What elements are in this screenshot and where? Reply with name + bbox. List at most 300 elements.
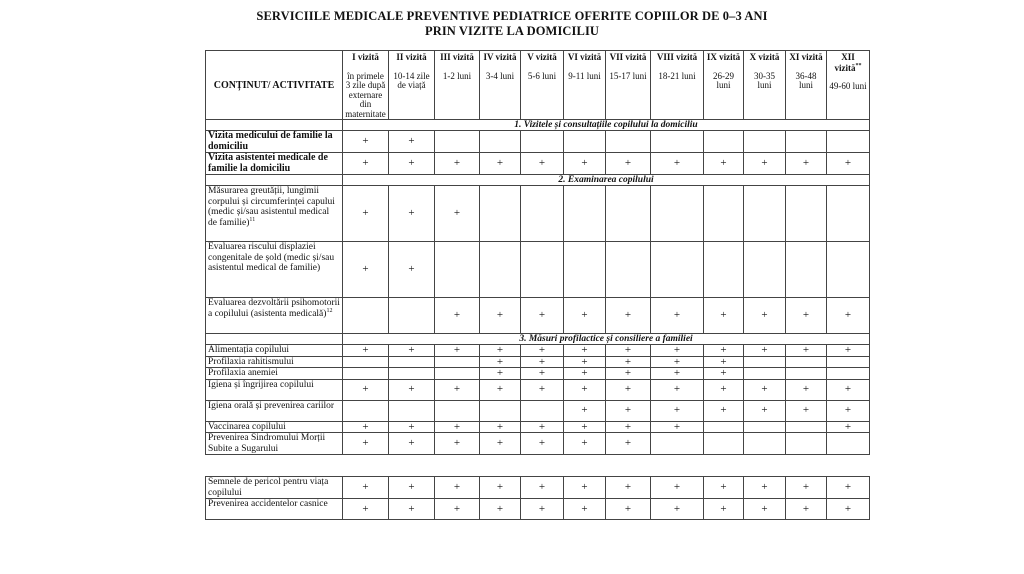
plus-mark-cell [564, 433, 606, 455]
table-row [206, 242, 870, 298]
plus-mark: + [761, 344, 768, 356]
empty-cell [651, 433, 704, 455]
visit-name-text: X vizită [749, 52, 780, 62]
empty-cell [389, 298, 435, 334]
plus-mark-cell [651, 477, 704, 499]
plus-mark: + [408, 263, 415, 276]
visit-name-text: XI vizită [789, 52, 823, 62]
plus-mark: + [581, 309, 588, 322]
plus-mark-cell [389, 153, 435, 175]
empty-cell [744, 368, 786, 380]
plus-mark: + [673, 344, 681, 356]
plus-mark: + [453, 437, 461, 450]
plus-mark: + [362, 437, 369, 450]
table-row [206, 368, 870, 380]
plus-mark: + [673, 367, 681, 379]
plus-mark-cell [827, 499, 870, 520]
plus-mark-cell [480, 433, 521, 455]
visit-name-text: II vizită [396, 52, 427, 62]
plus-mark-cell [827, 400, 870, 421]
plus-mark-cell [651, 499, 704, 520]
plus-mark: + [720, 356, 727, 368]
plus-mark: + [538, 437, 546, 450]
visit-age-range: 10-14 zile de viață [393, 70, 430, 90]
visit-name-text: III vizită [440, 52, 474, 62]
empty-cell [343, 356, 389, 368]
visit-name [706, 52, 741, 63]
header-row [206, 51, 870, 120]
plus-mark-cell [606, 400, 651, 421]
visit-name [653, 52, 701, 63]
plus-mark-cell [606, 499, 651, 520]
plus-mark-cell [744, 345, 786, 357]
plus-mark: + [538, 367, 546, 379]
plus-mark: + [761, 502, 768, 515]
activity-cell [206, 345, 343, 357]
plus-mark-cell [704, 379, 744, 400]
visit-name [788, 52, 824, 63]
plus-mark: + [844, 421, 852, 433]
visit-age-range: 5-6 luni [527, 70, 557, 81]
activity-label: Alimentația copilului [208, 345, 289, 355]
plus-mark: + [581, 437, 588, 450]
plus-mark: + [673, 421, 681, 433]
activity-label: Evaluarea dezvoltării psihomotorii a copilului (asistenta medicală) [208, 298, 340, 319]
plus-mark: + [362, 383, 369, 396]
empty-cell [521, 186, 564, 242]
plus-mark: + [624, 383, 632, 396]
plus-mark: + [453, 481, 461, 494]
plus-mark-cell [564, 345, 606, 357]
plus-mark: + [408, 344, 415, 356]
plus-mark-cell [651, 421, 704, 433]
plus-mark-cell [389, 131, 435, 153]
activity-label: Profilaxia rahitismului [208, 356, 294, 367]
empty-cell [827, 368, 870, 380]
visit-header-10 [744, 51, 786, 120]
plus-mark-cell [435, 186, 480, 242]
activity-label: Măsurarea greutății, lungimii corpului și circumferinței capului (medic și/sau asistentul medical de familie) [208, 186, 335, 228]
plus-mark-cell [480, 477, 521, 499]
plus-mark-cell [564, 421, 606, 433]
plus-mark-cell [521, 477, 564, 499]
visit-header-6 [564, 51, 606, 120]
plus-mark-cell [786, 499, 827, 520]
empty-cell [651, 186, 704, 242]
visit-age-range: 26-29 luni [713, 70, 734, 90]
visit-name [523, 52, 561, 63]
visit-age-range: 30-35 luni [754, 70, 775, 90]
visit-header-8 [651, 51, 704, 120]
plus-mark-cell [564, 368, 606, 380]
plus-mark: + [720, 404, 727, 417]
plus-mark-cell [521, 433, 564, 455]
plus-mark: + [362, 481, 369, 494]
plus-mark: + [581, 421, 588, 433]
activity-cell [206, 131, 343, 153]
empty-cell [435, 242, 480, 298]
plus-mark: + [362, 207, 369, 220]
plus-mark-cell [827, 421, 870, 433]
empty-cell [521, 400, 564, 421]
plus-mark: + [538, 344, 546, 356]
empty-cell [564, 131, 606, 153]
title-line-1: SERVICIILE MEDICALE PREVENTIVE PEDIATRICE OFERITE COPIILOR DE 0–3 ANI [256, 9, 768, 23]
plus-mark-cell [786, 298, 827, 334]
plus-mark: + [538, 309, 546, 322]
plus-mark: + [581, 356, 588, 368]
plus-mark-cell [651, 368, 704, 380]
plus-mark: + [720, 383, 727, 396]
plus-mark: + [802, 404, 810, 417]
plus-mark: + [802, 344, 810, 356]
plus-mark: + [496, 157, 504, 170]
plus-mark: + [496, 356, 504, 368]
plus-mark: + [673, 356, 681, 368]
plus-mark-cell [343, 345, 389, 357]
activity-label: Evaluarea riscului displaziei congenitale de șold (medic și/sau asistentul medical de familie) [208, 242, 335, 273]
empty-cell [827, 242, 870, 298]
visit-name-text: XII vizită [834, 52, 856, 73]
plus-mark: + [581, 367, 588, 379]
plus-mark: + [624, 367, 632, 379]
empty-cell [606, 186, 651, 242]
plus-mark-cell [786, 379, 827, 400]
plus-mark-cell [651, 400, 704, 421]
plus-mark-cell [606, 153, 651, 175]
plus-mark-cell [480, 153, 521, 175]
plus-mark: + [453, 502, 461, 515]
plus-mark: + [844, 481, 852, 494]
empty-cell [480, 131, 521, 153]
plus-mark-cell [521, 298, 564, 334]
empty-cell [521, 242, 564, 298]
plus-mark-cell [435, 477, 480, 499]
plus-mark-cell [704, 368, 744, 380]
plus-mark: + [581, 157, 588, 170]
plus-mark-cell [521, 356, 564, 368]
title-line-2: PRIN VIZITE LA DOMICILIU [424, 24, 600, 38]
plus-mark: + [408, 437, 415, 450]
visit-name-text: IX vizită [706, 52, 741, 62]
table-row [206, 477, 870, 499]
empty-cell [744, 186, 786, 242]
section-title: 2. Examinarea copilului [343, 175, 870, 186]
plus-mark: + [362, 157, 369, 170]
plus-mark: + [802, 502, 810, 515]
activity-cell [206, 242, 343, 298]
empty-cell [786, 368, 827, 380]
plus-mark-cell [704, 499, 744, 520]
plus-mark: + [408, 502, 415, 515]
plus-mark: + [496, 421, 504, 433]
empty-cell [704, 186, 744, 242]
plus-mark-cell [744, 298, 786, 334]
plus-mark-cell [606, 368, 651, 380]
plus-mark-cell [744, 400, 786, 421]
plus-mark-cell [343, 186, 389, 242]
empty-cell [786, 131, 827, 153]
plus-mark-cell [389, 186, 435, 242]
plus-mark: + [362, 502, 369, 515]
empty-cell [786, 356, 827, 368]
plus-mark-cell [521, 499, 564, 520]
visit-name-text: VII vizită [609, 52, 647, 62]
plus-mark-cell [343, 153, 389, 175]
section-spacer [206, 120, 343, 131]
table-row [206, 400, 870, 421]
plus-mark: + [624, 437, 632, 450]
table-row [206, 356, 870, 368]
visit-age-range: 15-17 luni [609, 70, 647, 81]
plus-mark: + [581, 481, 588, 494]
table-row [206, 298, 870, 334]
plus-mark-cell [480, 356, 521, 368]
plus-mark: + [453, 157, 461, 170]
plus-mark: + [453, 421, 461, 433]
plus-mark-cell [704, 356, 744, 368]
visit-name [746, 52, 783, 63]
plus-mark-cell [564, 499, 606, 520]
section-row [206, 120, 870, 131]
plus-mark-cell [744, 477, 786, 499]
empty-cell [564, 242, 606, 298]
table-row [206, 499, 870, 520]
plus-mark: + [408, 421, 415, 433]
plus-mark-cell [704, 345, 744, 357]
plus-mark: + [844, 502, 852, 515]
visit-name-text: V vizită [527, 52, 557, 62]
plus-mark-cell [606, 345, 651, 357]
plus-mark: + [673, 404, 681, 417]
plus-mark: + [408, 481, 415, 494]
activity-cell [206, 368, 343, 380]
plus-mark: + [496, 309, 504, 322]
table-row [206, 186, 870, 242]
plus-mark-cell [435, 433, 480, 455]
plus-mark-cell [564, 400, 606, 421]
section-spacer [206, 175, 343, 186]
table-row [206, 379, 870, 400]
empty-cell [744, 356, 786, 368]
empty-cell [786, 433, 827, 455]
empty-cell [744, 421, 786, 433]
activity-label: Prevenirea accidentelor casnice [208, 499, 328, 509]
plus-mark: + [844, 157, 852, 170]
visit-name [437, 52, 477, 63]
plus-mark: + [761, 404, 768, 417]
plus-mark-cell [480, 368, 521, 380]
visit-header-7 [606, 51, 651, 120]
empty-cell [480, 242, 521, 298]
plus-mark-cell [606, 379, 651, 400]
activity-cell [206, 153, 343, 175]
plus-mark: + [453, 309, 461, 322]
table-row [206, 345, 870, 357]
plus-mark: + [581, 502, 588, 515]
empty-cell [744, 433, 786, 455]
plus-mark: + [624, 404, 632, 417]
visit-age-range: 9-11 luni [568, 70, 601, 81]
plus-mark: + [720, 309, 727, 322]
plus-mark: + [720, 481, 727, 494]
document-title [0, 9, 1024, 39]
plus-mark: + [453, 383, 461, 396]
plus-mark: + [673, 383, 681, 396]
plus-mark-cell [606, 298, 651, 334]
plus-mark-cell [521, 379, 564, 400]
plus-mark: + [720, 344, 727, 356]
empty-cell [435, 368, 480, 380]
plus-mark-cell [786, 153, 827, 175]
plus-mark-cell [827, 153, 870, 175]
visit-age-range: 36-48 luni [795, 70, 817, 90]
plus-mark: + [844, 344, 852, 356]
empty-cell [389, 400, 435, 421]
plus-mark-cell [606, 477, 651, 499]
plus-mark: + [581, 344, 588, 356]
activity-cell [206, 379, 343, 400]
footnote-ref: ** [855, 62, 862, 69]
plus-mark-cell [343, 421, 389, 433]
footnote-ref: 12 [326, 307, 333, 314]
plus-mark-cell [343, 131, 389, 153]
plus-mark-cell [744, 499, 786, 520]
plus-mark-cell [480, 298, 521, 334]
plus-mark-cell [435, 153, 480, 175]
plus-mark: + [496, 344, 504, 356]
plus-mark-cell [606, 421, 651, 433]
plus-mark-cell [827, 379, 870, 400]
visit-header-12 [827, 51, 870, 120]
plus-mark: + [624, 502, 632, 515]
plus-mark-cell [651, 298, 704, 334]
empty-cell [827, 131, 870, 153]
empty-cell [606, 131, 651, 153]
empty-cell [704, 242, 744, 298]
visit-name-text: IV vizită [483, 52, 517, 62]
activity-label: Igiena și îngrijirea copilului [208, 379, 314, 390]
visit-name [482, 52, 518, 63]
visit-name [566, 52, 603, 63]
plus-mark: + [624, 481, 632, 494]
plus-mark: + [538, 157, 546, 170]
table-row [206, 131, 870, 153]
plus-mark: + [538, 502, 546, 515]
activity-label: Prevenirea Sindromului Morții Subite a Sugarului [208, 433, 326, 454]
plus-mark: + [581, 383, 588, 396]
empty-cell [827, 186, 870, 242]
section-title: 3. Măsuri profilactice și consiliere a familiei [343, 334, 870, 345]
section-row [206, 175, 870, 186]
plus-mark-cell [651, 356, 704, 368]
plus-mark-cell [521, 345, 564, 357]
visit-header-4 [480, 51, 521, 120]
plus-mark-cell [606, 356, 651, 368]
empty-cell [704, 433, 744, 455]
empty-cell [744, 242, 786, 298]
plus-mark-cell [389, 242, 435, 298]
plus-mark: + [802, 157, 810, 170]
plus-mark: + [720, 157, 727, 170]
visit-age-range: 3-4 luni [485, 70, 515, 81]
empty-cell [827, 356, 870, 368]
empty-cell [704, 131, 744, 153]
plus-mark-cell [564, 153, 606, 175]
plus-mark-cell [606, 433, 651, 455]
visit-header-3 [435, 51, 480, 120]
plus-mark-cell [521, 153, 564, 175]
empty-cell [343, 298, 389, 334]
plus-mark-cell [435, 421, 480, 433]
plus-mark-cell [744, 153, 786, 175]
visit-age-range: 49-60 luni [829, 81, 867, 91]
plus-mark: + [453, 207, 461, 220]
plus-mark: + [720, 367, 727, 379]
plus-mark: + [362, 344, 369, 356]
plus-mark: + [538, 383, 546, 396]
visit-header-1 [343, 51, 389, 120]
empty-cell [744, 131, 786, 153]
table-row [206, 421, 870, 433]
plus-mark: + [581, 404, 588, 417]
plus-mark: + [802, 309, 810, 322]
visit-age-range: în primele 3 zile după externare din maternitate [345, 70, 386, 119]
plus-mark: + [453, 344, 461, 356]
empty-cell [389, 356, 435, 368]
activity-label: Vizita asistentei medicale de familie la domiciliu [208, 152, 328, 174]
plus-mark-cell [389, 477, 435, 499]
footnote-ref: 11 [249, 216, 256, 223]
visit-name [829, 52, 867, 73]
plus-mark: + [496, 367, 504, 379]
plus-mark: + [761, 309, 768, 322]
plus-mark-cell [564, 356, 606, 368]
plus-mark-cell [651, 345, 704, 357]
visit-name-text: I vizită [352, 52, 379, 62]
plus-mark: + [802, 383, 810, 396]
visit-header-2 [389, 51, 435, 120]
plus-mark: + [720, 502, 727, 515]
plus-mark: + [496, 383, 504, 396]
empty-cell [786, 186, 827, 242]
plus-mark: + [761, 383, 768, 396]
plus-mark: + [362, 135, 369, 148]
plus-mark-cell [435, 379, 480, 400]
plus-mark: + [624, 157, 632, 170]
plus-mark-cell [343, 499, 389, 520]
activity-label: Vizita medicului de familie la domiciliu [208, 130, 333, 152]
activity-cell [206, 499, 343, 520]
plus-mark-cell [564, 379, 606, 400]
activity-cell [206, 186, 343, 242]
section-row [206, 334, 870, 345]
activity-cell [206, 477, 343, 499]
empty-cell [480, 400, 521, 421]
visit-age-range: 18-21 luni [658, 70, 696, 81]
plus-mark-cell [704, 298, 744, 334]
plus-mark-cell [704, 400, 744, 421]
plus-mark: + [496, 481, 504, 494]
activity-cell [206, 298, 343, 334]
plus-mark-cell [704, 477, 744, 499]
plus-mark: + [673, 157, 681, 170]
plus-mark-cell [343, 379, 389, 400]
empty-cell [343, 400, 389, 421]
plus-mark: + [408, 383, 415, 396]
table-row [206, 433, 870, 455]
plus-mark-cell [480, 379, 521, 400]
